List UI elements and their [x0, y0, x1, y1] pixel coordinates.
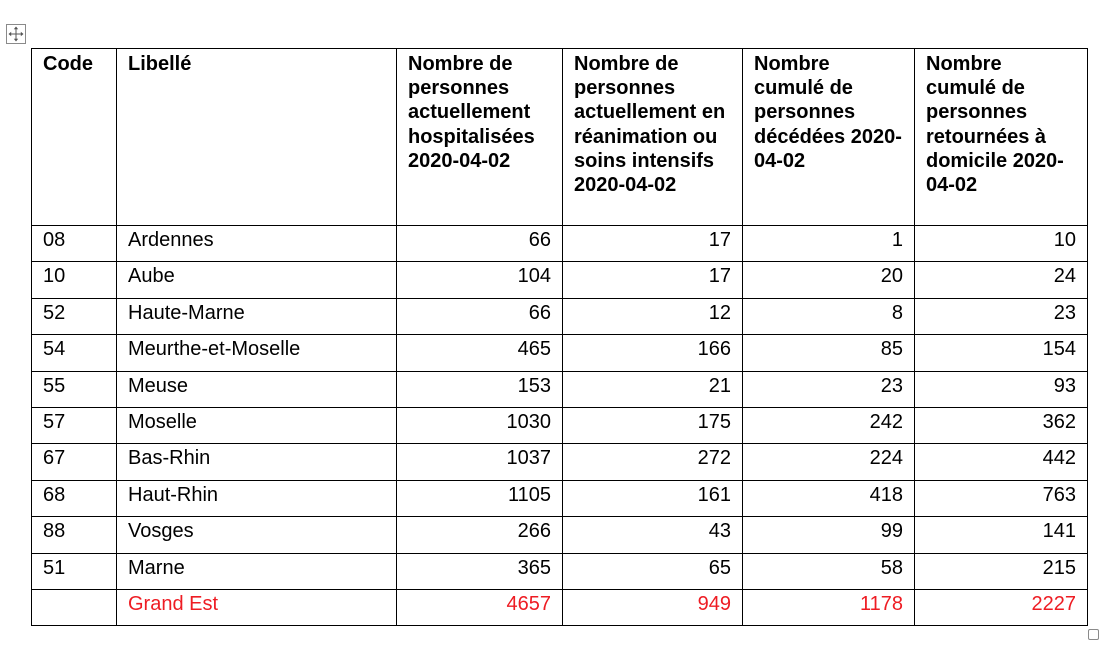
four-arrows-move-icon: [8, 26, 24, 42]
header-decedes[interactable]: Nombre cumulé de personnes décédées 2020-04-02: [743, 49, 915, 226]
cell-libelle[interactable]: Aube: [117, 262, 397, 298]
cell-retours-domicile[interactable]: 93: [915, 371, 1088, 407]
cell-hospitalises[interactable]: 66: [397, 298, 563, 334]
cell-reanimation[interactable]: 12: [563, 298, 743, 334]
header-row: [32, 49, 1088, 226]
cell-reanimation[interactable]: 43: [563, 517, 743, 553]
cell-reanimation[interactable]: 175: [563, 407, 743, 443]
cell-retours-domicile[interactable]: 763: [915, 480, 1088, 516]
cell-decedes[interactable]: 418: [743, 480, 915, 516]
cell-hospitalises[interactable]: 153: [397, 371, 563, 407]
cell-decedes[interactable]: 224: [743, 444, 915, 480]
total-row: [32, 589, 1088, 625]
cell-decedes[interactable]: 23: [743, 371, 915, 407]
cell-code[interactable]: 55: [32, 371, 117, 407]
total-cell-code[interactable]: [32, 589, 117, 625]
cell-hospitalises[interactable]: 465: [397, 335, 563, 371]
cell-decedes[interactable]: 8: [743, 298, 915, 334]
cell-libelle[interactable]: Meurthe-et-Moselle: [117, 335, 397, 371]
cell-code[interactable]: 08: [32, 226, 117, 262]
total-cell-decedes[interactable]: 1178: [743, 589, 915, 625]
header-libelle[interactable]: Libellé: [117, 49, 397, 226]
cell-retours-domicile[interactable]: 442: [915, 444, 1088, 480]
cell-reanimation[interactable]: 161: [563, 480, 743, 516]
cell-hospitalises[interactable]: 1105: [397, 480, 563, 516]
total-cell-hospitalises[interactable]: 4657: [397, 589, 563, 625]
cell-reanimation[interactable]: 17: [563, 262, 743, 298]
cell-decedes[interactable]: 85: [743, 335, 915, 371]
cell-decedes[interactable]: 1: [743, 226, 915, 262]
table-row: [32, 480, 1088, 516]
cell-hospitalises[interactable]: 104: [397, 262, 563, 298]
total-cell-libelle[interactable]: Grand Est: [117, 589, 397, 625]
table-row: [32, 517, 1088, 553]
header-hospitalises[interactable]: Nombre de personnes actuellement hospitalisées 2020-04-02: [397, 49, 563, 226]
header-retours-domicile[interactable]: Nombre cumulé de personnes retournées à domicile 2020-04-02: [915, 49, 1088, 226]
cell-hospitalises[interactable]: 365: [397, 553, 563, 589]
cell-libelle[interactable]: Meuse: [117, 371, 397, 407]
cell-libelle[interactable]: Marne: [117, 553, 397, 589]
table-resize-handle-icon[interactable]: [1088, 629, 1099, 640]
header-reanimation[interactable]: Nombre de personnes actuellement en réanimation ou soins intensifs 2020-04-02: [563, 49, 743, 226]
cell-decedes[interactable]: 20: [743, 262, 915, 298]
cell-code[interactable]: 68: [32, 480, 117, 516]
cell-reanimation[interactable]: 272: [563, 444, 743, 480]
cell-retours-domicile[interactable]: 154: [915, 335, 1088, 371]
cell-code[interactable]: 52: [32, 298, 117, 334]
table-row: [32, 298, 1088, 334]
cell-reanimation[interactable]: 65: [563, 553, 743, 589]
cell-decedes[interactable]: 242: [743, 407, 915, 443]
table-row: [32, 335, 1088, 371]
cell-hospitalises[interactable]: 266: [397, 517, 563, 553]
total-cell-reanimation[interactable]: 949: [563, 589, 743, 625]
cell-retours-domicile[interactable]: 10: [915, 226, 1088, 262]
cell-libelle[interactable]: Haut-Rhin: [117, 480, 397, 516]
table-row: [32, 226, 1088, 262]
cell-reanimation[interactable]: 17: [563, 226, 743, 262]
table-row: [32, 262, 1088, 298]
table-row: [32, 371, 1088, 407]
cell-retours-domicile[interactable]: 362: [915, 407, 1088, 443]
cell-code[interactable]: 51: [32, 553, 117, 589]
cell-reanimation[interactable]: 166: [563, 335, 743, 371]
cell-retours-domicile[interactable]: 24: [915, 262, 1088, 298]
cell-decedes[interactable]: 58: [743, 553, 915, 589]
cell-hospitalises[interactable]: 66: [397, 226, 563, 262]
cell-retours-domicile[interactable]: 215: [915, 553, 1088, 589]
cell-decedes[interactable]: 99: [743, 517, 915, 553]
cell-hospitalises[interactable]: 1030: [397, 407, 563, 443]
cell-code[interactable]: 57: [32, 407, 117, 443]
cell-libelle[interactable]: Ardennes: [117, 226, 397, 262]
cell-code[interactable]: 54: [32, 335, 117, 371]
cell-libelle[interactable]: Bas-Rhin: [117, 444, 397, 480]
cell-retours-domicile[interactable]: 23: [915, 298, 1088, 334]
table-row: [32, 553, 1088, 589]
total-cell-retours-domicile[interactable]: 2227: [915, 589, 1088, 625]
cell-reanimation[interactable]: 21: [563, 371, 743, 407]
header-code[interactable]: Code: [32, 49, 117, 226]
cell-libelle[interactable]: Vosges: [117, 517, 397, 553]
cell-libelle[interactable]: Moselle: [117, 407, 397, 443]
hospital-data-table: [31, 48, 1088, 626]
table-row: [32, 444, 1088, 480]
table-row: [32, 407, 1088, 443]
cell-code[interactable]: 88: [32, 517, 117, 553]
cell-code[interactable]: 67: [32, 444, 117, 480]
table-move-handle-icon[interactable]: [6, 24, 26, 44]
cell-hospitalises[interactable]: 1037: [397, 444, 563, 480]
cell-code[interactable]: 10: [32, 262, 117, 298]
cell-libelle[interactable]: Haute-Marne: [117, 298, 397, 334]
cell-retours-domicile[interactable]: 141: [915, 517, 1088, 553]
